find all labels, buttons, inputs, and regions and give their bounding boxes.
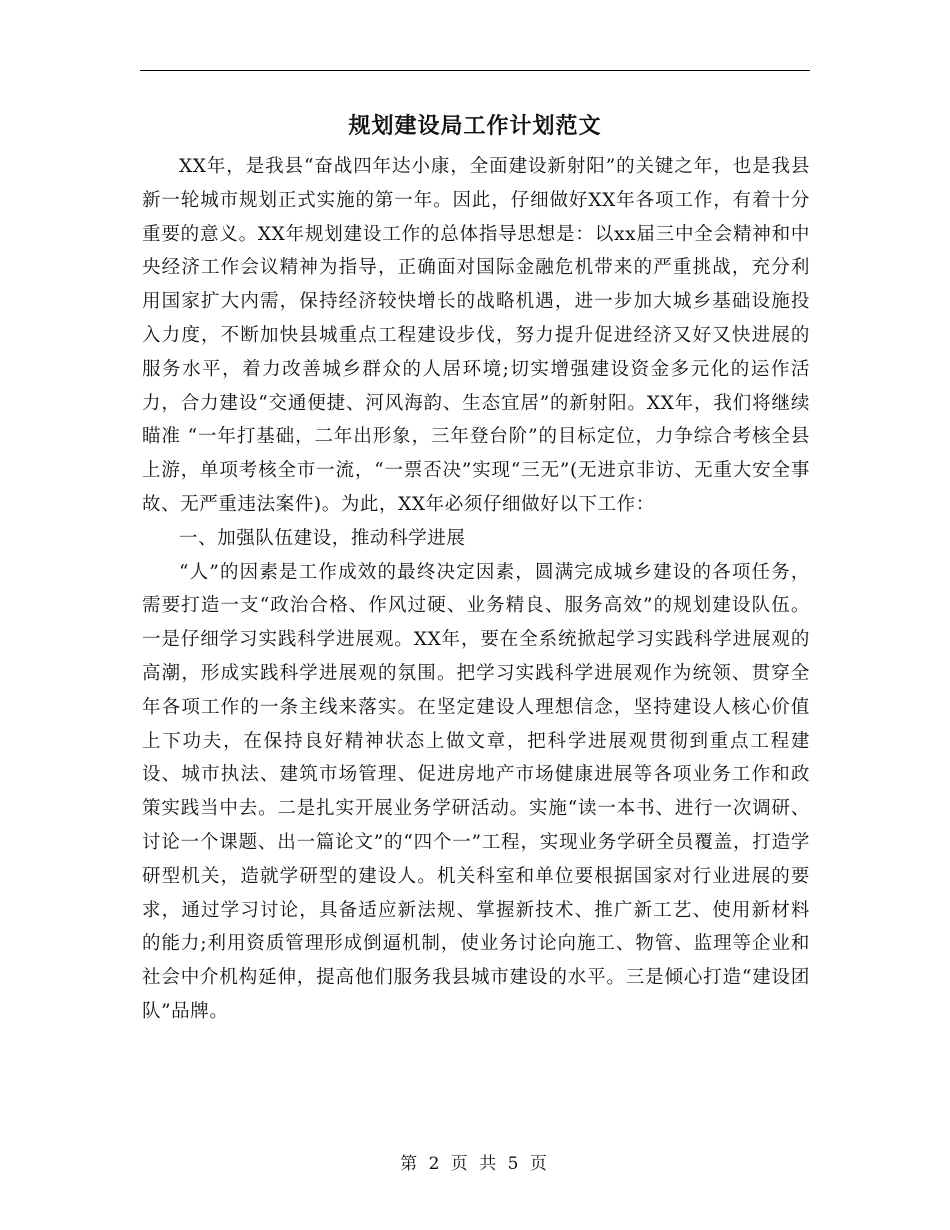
header-rule xyxy=(140,70,810,71)
section-paragraph: “人”的因素是工作成效的最终决定因素，圆满完成城乡建设的各项任务，需要打造一支“政治合格、作风过硬、业务精良、服务高效”的规划建设队伍。一是仔细学习实践科学进展观。XX年，要在全系统掀起学习实践科学进展观的高潮，形成实践科学进展观的氛围。把学习实践科学进展观作为统领、贯穿全年各项工作的一条主线来落实。在坚定建设人理想信念，坚持建设人核心价值上下功夫，在保持良好精神状态上做文章，把科学进展观贯彻到重点工程建设、城市执法、建筑市场管理、促进房地产市场健康进展等各项业务工作和政策实践当中去。二是扎实开展业务学研活动。实施“读一本书、进行一次调研、讨论一个课题、出一篇论文”的“四个一”工程，实现业务学研全员覆盖，打造学研型机关，造就学研型的建设人。机关科室和单位要根据国家对行业进展的要求，通过学习讨论，具备适应新法规、掌握新技术、推广新工艺、使用新材料的能力;利用资质管理形成倒逼机制，使业务讨论向施工、物管、监理等企业和社会中介机构延伸，提高他们服务我县城市建设的水平。三是倾心打造“建设团队”品牌。 xyxy=(142,561,810,1022)
intro-paragraph: XX年，是我县“奋战四年达小康，全面建设新射阳”的关键之年，也是我县新一轮城市规划正式实施的第一年。因此，仔细做好XX年各项工作，有着十分重要的意义。XX年规划建设工作的总体指导思想是：以xx届三中全会精神和中央经济工作会议精神为指导，正确面对国际金融危机带来的严重挑战，充分利用国家扩大内需，保持经济较快增长的战略机遇，进一步加大城乡基础设施投入力度，不断加快县城重点工程建设步伐，努力提升促进经济又好又快进展的服务水平，着力改善城乡群众的人居环境;切实增强建设资金多元化的运作活力，合力建设“交通便捷、河风海韵、生态宜居”的新射阳。XX年，我们将继续瞄准 “一年打基础，二年出形象，三年登台阶”的目标定位，力争综合考核全县上游，单项考核全市一流，“一票否决”实现“三无”(无进京非访、无重大安全事故、无严重违法案件)。为此，XX年必须仔细做好以下工作： xyxy=(142,156,810,515)
page-number: 第 2 页 共 5 页 xyxy=(400,1154,550,1174)
document-title: 规划建设局工作计划范文 xyxy=(348,113,602,139)
document-body xyxy=(142,150,810,1029)
section-heading: 一、加强队伍建设，推动科学进展 xyxy=(179,527,466,549)
